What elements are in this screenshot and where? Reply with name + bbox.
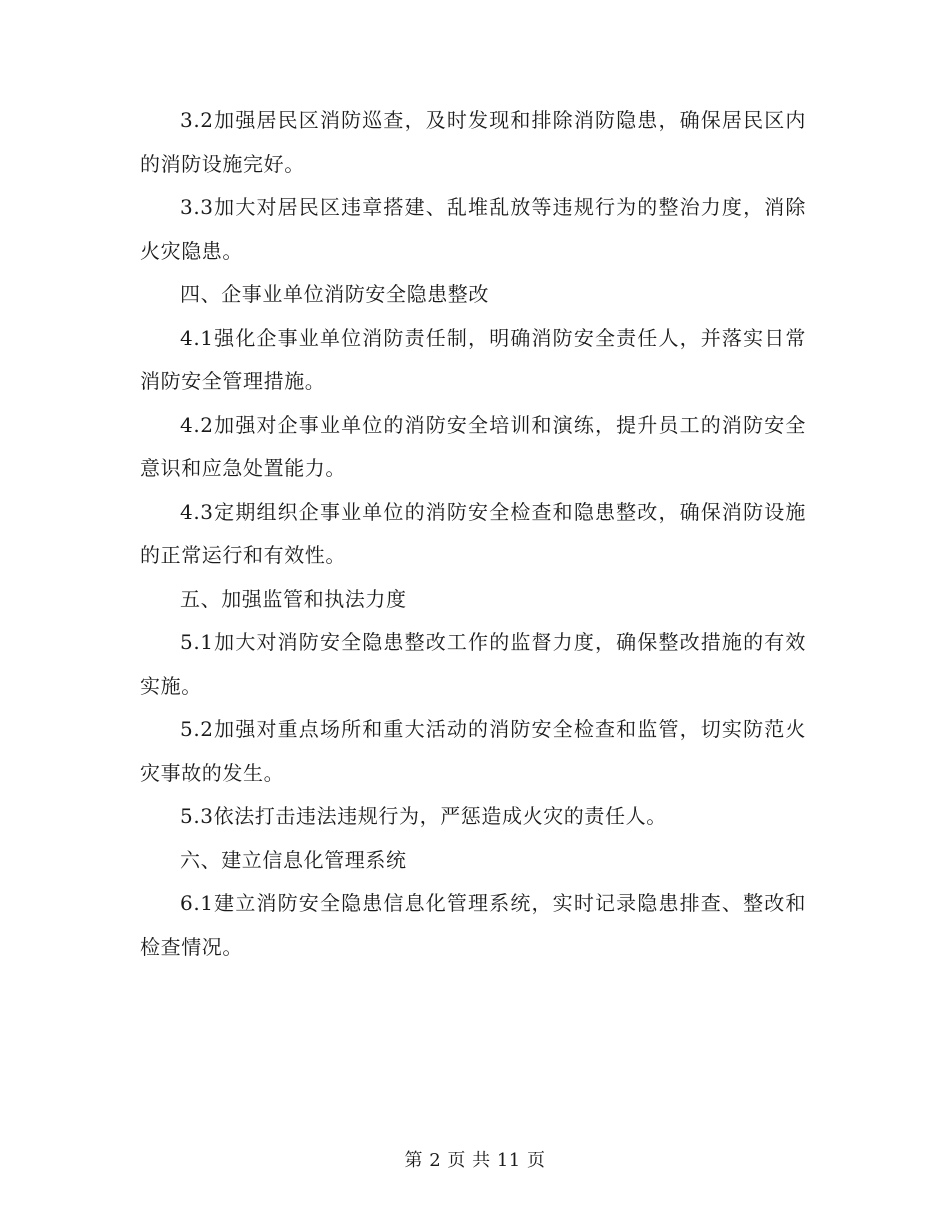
paragraph-6-1: 6.1建立消防安全隐患信息化管理系统，实时记录隐患排查、整改和检查情况。 bbox=[140, 891, 806, 959]
page-number-footer: 第 2 页 共 11 页 bbox=[404, 1150, 546, 1171]
document-body bbox=[140, 99, 806, 969]
paragraph-3-3: 3.3加大对居民区违章搭建、乱堆乱放等违规行为的整治力度，消除火灾隐患。 bbox=[140, 195, 806, 263]
paragraph-4-1: 4.1强化企事业单位消防责任制，明确消防安全责任人，并落实日常消防安全管理措施。 bbox=[140, 325, 806, 393]
section-heading-4: 四、企事业单位消防安全隐患整改 bbox=[180, 282, 489, 306]
paragraph-5-1: 5.1加大对消防安全隐患整改工作的监督力度，确保整改措施的有效实施。 bbox=[140, 630, 806, 698]
paragraph-5-2: 5.2加强对重点场所和重大活动的消防安全检查和监管，切实防范火灾事故的发生。 bbox=[140, 717, 806, 785]
paragraph-4-3: 4.3定期组织企事业单位的消防安全检查和隐患整改，确保消防设施的正常运行和有效性。 bbox=[140, 499, 806, 567]
section-heading-5: 五、加强监管和执法力度 bbox=[180, 586, 407, 611]
section-heading-6: 六、建立信息化管理系统 bbox=[180, 847, 407, 872]
paragraph-4-2: 4.2加强对企事业单位的消防安全培训和演练，提升员工的消防安全意识和应急处置能力。 bbox=[140, 412, 806, 480]
paragraph-3-2: 3.2加强居民区消防巡查，及时发现和排除消防隐患，确保居民区内的消防设施完好。 bbox=[140, 108, 806, 176]
paragraph-5-3: 5.3依法打击违法违规行为，严惩造成火灾的责任人。 bbox=[180, 804, 667, 828]
